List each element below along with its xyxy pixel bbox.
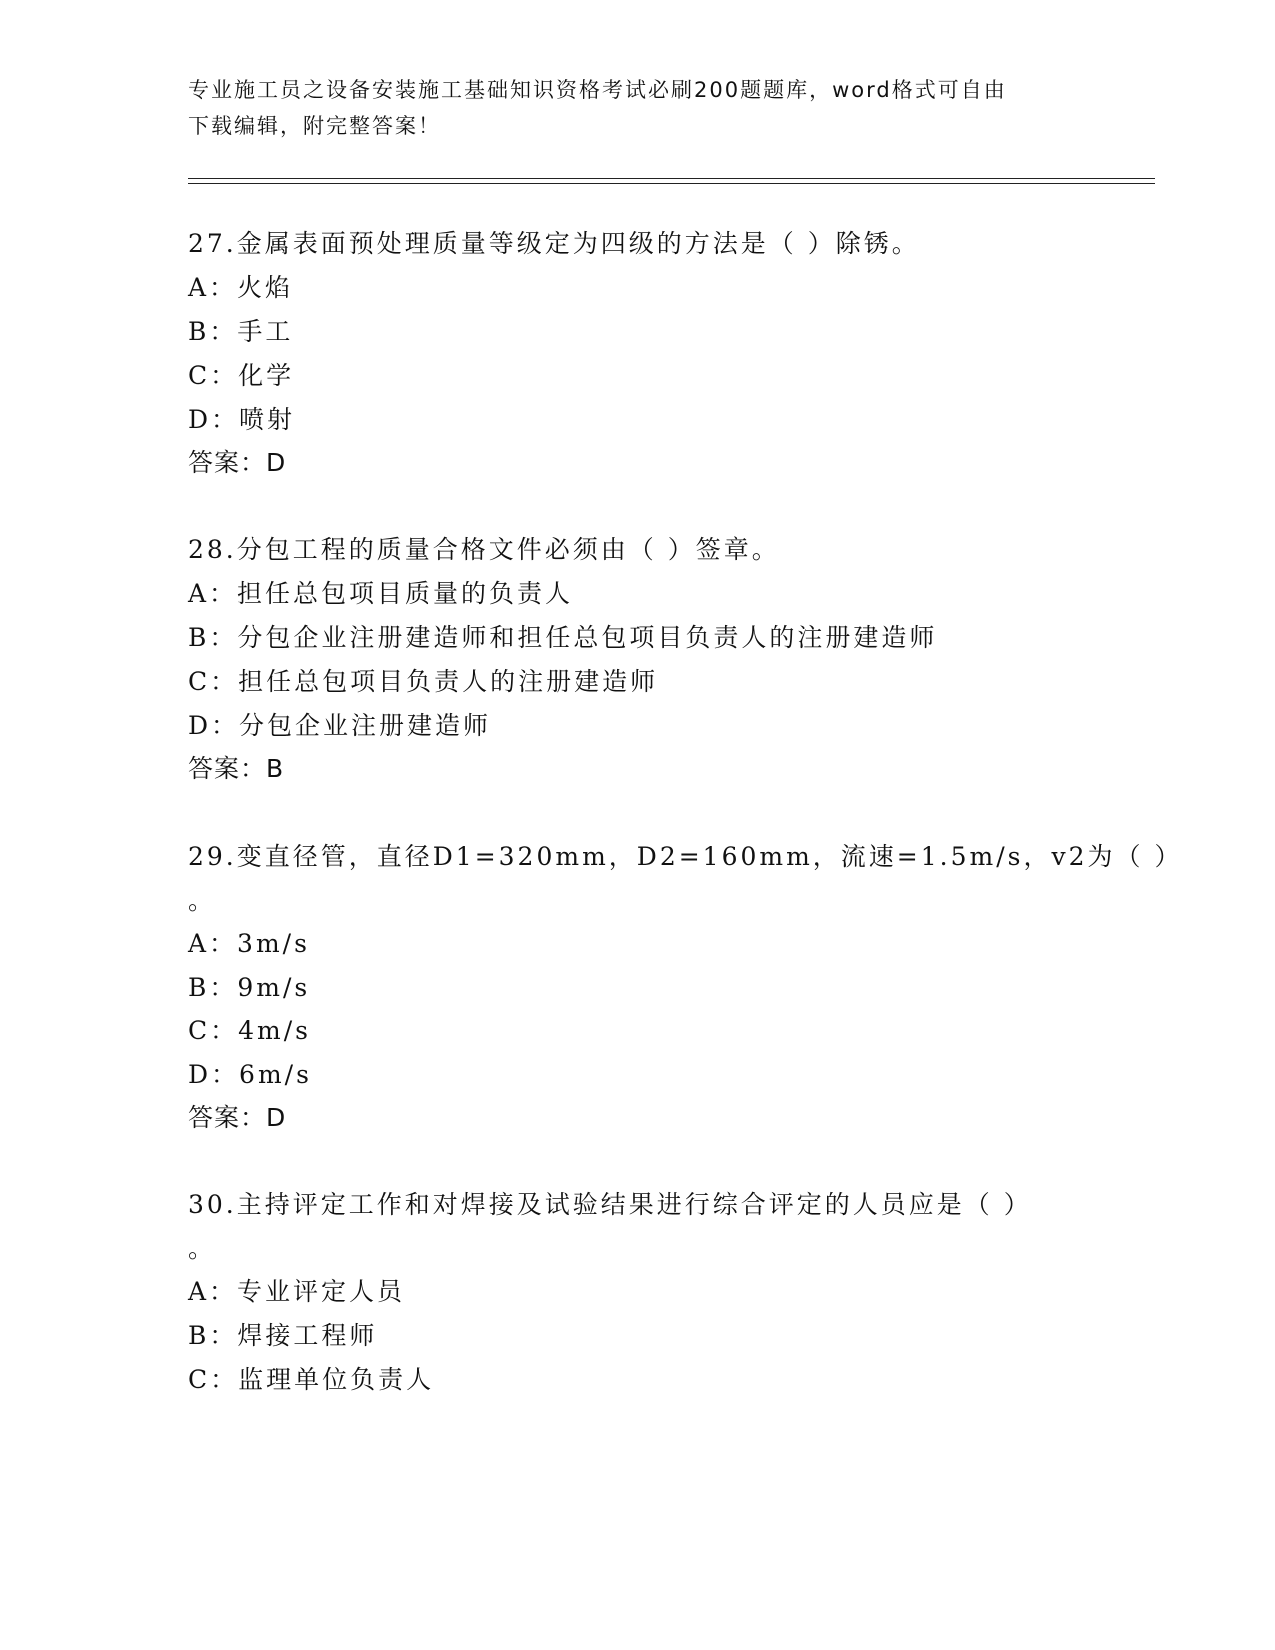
question-stem: 29.变直径管，直径D1=320mm，D2=160mm，流速=1.5m/s，v2为（ ）	[188, 842, 1183, 871]
question-stem: 28.分包工程的质量合格文件必须由（ ）签章。	[188, 535, 780, 564]
answer: 答案：D	[188, 448, 287, 477]
question-stem-continuation: 。	[188, 1234, 217, 1263]
header-line-2: 下载编辑，附完整答案！	[188, 114, 441, 138]
option-c: C：4m/s	[188, 1016, 311, 1045]
option-a: A：担任总包项目质量的负责人	[188, 579, 574, 608]
document-header	[188, 72, 1088, 144]
option-b: B：9m/s	[188, 973, 311, 1002]
option-d: D：分包企业注册建造师	[188, 711, 492, 740]
option-c: C：监理单位负责人	[188, 1365, 435, 1394]
option-c: C：担任总包项目负责人的注册建造师	[188, 667, 659, 696]
question-stem-continuation: 。	[188, 886, 217, 915]
answer: 答案：D	[188, 1103, 287, 1132]
option-c: C：化学	[188, 361, 295, 390]
header-divider-top	[188, 178, 1155, 179]
option-a: A：3m/s	[188, 929, 310, 958]
option-a: A：专业评定人员	[188, 1277, 406, 1306]
option-d: D：6m/s	[188, 1060, 312, 1089]
question-stem: 27.金属表面预处理质量等级定为四级的方法是（ ）除锈。	[188, 229, 920, 258]
header-line-1: 专业施工员之设备安装施工基础知识资格考试必刷200题题库，word格式可自由	[188, 78, 1007, 102]
option-b: B：手工	[188, 317, 294, 346]
option-d: D：喷射	[188, 405, 296, 434]
question-stem: 30.主持评定工作和对焊接及试验结果进行综合评定的人员应是（ ）	[188, 1190, 1032, 1219]
header-divider-bottom	[188, 183, 1155, 184]
answer: 答案：B	[188, 754, 285, 783]
option-b: B：焊接工程师	[188, 1321, 378, 1350]
option-b: B：分包企业注册建造师和担任总包项目负责人的注册建造师	[188, 623, 938, 652]
option-a: A：火焰	[188, 273, 294, 302]
